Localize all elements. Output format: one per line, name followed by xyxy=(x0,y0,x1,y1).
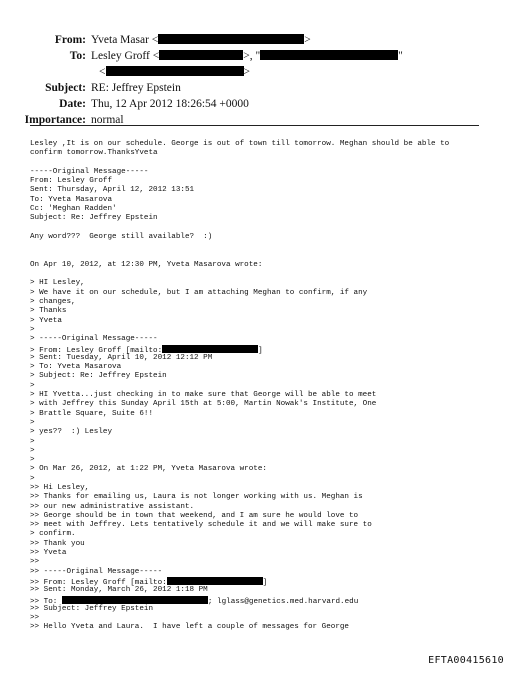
body-line: Cc: 'Meghan Radden' xyxy=(30,205,117,214)
body-line: > changes, xyxy=(30,298,76,307)
body-line: From: Lesley Groff xyxy=(30,177,113,186)
body-line: > Brattle Square, Suite 6!! xyxy=(30,409,154,418)
to-value: Lesley Groff < xyxy=(91,50,160,62)
body-line xyxy=(30,252,490,261)
body-line: > We have it on our schedule, but I am attaching Meghan to confirm, if any xyxy=(30,288,368,297)
redaction-block xyxy=(159,50,243,60)
to-recipient-tail: ; lglass@genetics.med.harvard.edu xyxy=(207,597,359,606)
body-line: > On Mar 26, 2012, at 1:22 PM, Yveta Masarova wrote: xyxy=(30,465,267,474)
body-line: > HI Yvetta...just checking in to make sure that George will be able to meet xyxy=(30,391,377,400)
document-id: EFTA00415610 xyxy=(428,655,504,666)
to-tail-2: " xyxy=(398,50,403,62)
body-line: >> xyxy=(30,614,40,623)
body-line: -----Original Message----- xyxy=(30,167,149,176)
body-line: > Sent: Tuesday, April 10, 2012 12:12 PM xyxy=(30,353,213,362)
body-line: >> Thank you xyxy=(30,539,85,548)
body-line: > -----Original Message----- xyxy=(30,335,158,344)
body-line: > xyxy=(30,456,35,465)
body-line xyxy=(30,159,490,168)
body-line: >> our new administrative assistant. xyxy=(30,502,195,511)
to-cont-open: < xyxy=(99,66,106,78)
body-line: > xyxy=(30,381,35,390)
subject-value: RE: Jeffrey Epstein xyxy=(91,82,181,94)
body-line: > xyxy=(30,474,35,483)
body-line xyxy=(30,224,490,233)
body-line: >> Thanks for emailing us, Laura is not longer working with us. Meghan is xyxy=(30,493,363,502)
body-line xyxy=(30,270,490,279)
body-line: >> Sent: Monday, March 26, 2012 1:18 PM xyxy=(30,586,208,595)
body-line: > Subject: Re: Jeffrey Epstein xyxy=(30,372,167,381)
header-to-row xyxy=(0,48,512,64)
mailto-close: ] xyxy=(258,346,263,355)
body-line: To: Yveta Masarova xyxy=(30,195,113,204)
body-line: > yes?? :) Lesley xyxy=(30,428,113,437)
email-body xyxy=(30,140,490,633)
body-line xyxy=(30,577,490,586)
date-value: Thu, 12 Apr 2012 18:26:54 +0000 xyxy=(91,98,249,110)
redaction-block xyxy=(158,34,304,44)
body-line: >> -----Original Message----- xyxy=(30,567,163,576)
body-line: Sent: Thursday, April 12, 2012 13:51 xyxy=(30,186,195,195)
body-line: > xyxy=(30,325,35,334)
date-label: Date: xyxy=(59,98,86,110)
to-cont-close: > xyxy=(243,66,250,78)
from-tail: > xyxy=(304,34,311,46)
importance-label: Importance: xyxy=(24,114,86,126)
header-to-continuation xyxy=(0,64,512,80)
body-line: >> Hello Yveta and Laura. I have left a couple of messages for George xyxy=(30,623,349,632)
redaction-block xyxy=(167,577,263,585)
body-line: >> xyxy=(30,558,40,567)
body-line: confirm tomorrow.ThanksYveta xyxy=(30,149,158,158)
redaction-block xyxy=(260,50,398,60)
redaction-block xyxy=(106,66,244,76)
mailto-close: ] xyxy=(262,578,268,587)
email-header xyxy=(0,32,512,128)
body-line: > Thanks xyxy=(30,307,67,316)
header-date-row xyxy=(0,96,512,112)
from-value: Yveta Masar < xyxy=(91,34,159,46)
header-divider xyxy=(30,125,479,126)
body-line-text: >> To: xyxy=(30,597,58,606)
body-line: > with Jeffrey this Sunday April 15th at 5:00, Martin Nowak's Institute, One xyxy=(30,400,377,409)
body-line: Subject: Re: Jeffrey Epstein xyxy=(30,214,158,223)
body-line xyxy=(30,345,490,354)
header-subject-row xyxy=(0,80,512,96)
body-line: >> meet with Jeffrey. Lets tentatively schedule it and we will make sure to xyxy=(30,521,372,530)
from-label: From: xyxy=(54,34,86,46)
body-line: > confirm. xyxy=(30,530,76,539)
body-line: >> Subject: Jeffrey Epstein xyxy=(30,604,154,613)
body-line xyxy=(30,596,490,605)
to-tail: >, " xyxy=(243,50,261,62)
body-line-text: >> From: Lesley Groff [mailto: xyxy=(30,578,167,587)
body-line-text: > From: Lesley Groff [mailto: xyxy=(30,346,163,355)
redaction-block xyxy=(162,345,258,353)
body-line: On Apr 10, 2012, at 12:30 PM, Yveta Masarova wrote: xyxy=(30,260,263,269)
body-line: > xyxy=(30,418,35,427)
body-line: > xyxy=(30,437,35,446)
header-from-row xyxy=(0,32,512,48)
body-line: >> George should be in town that weekend, and I am sure he would love to xyxy=(30,511,359,520)
body-line: >> Yveta xyxy=(30,549,67,558)
body-line: >> Hi Lesley, xyxy=(30,483,90,492)
redaction-block xyxy=(62,596,208,604)
body-line: Lesley ,It is on our schedule. George is out of town till tomorrow. Meghan should be able to xyxy=(30,140,450,148)
to-label: To: xyxy=(69,50,86,62)
body-line: Any word??? George still available? :) xyxy=(30,232,213,241)
subject-label: Subject: xyxy=(45,82,86,94)
body-line xyxy=(30,242,490,251)
body-line: > Yveta xyxy=(30,316,62,325)
body-line: > To: Yveta Masarova xyxy=(30,363,122,372)
body-line: > HI Lesley, xyxy=(30,279,85,288)
body-line: > xyxy=(30,446,35,455)
importance-value: normal xyxy=(91,114,124,126)
